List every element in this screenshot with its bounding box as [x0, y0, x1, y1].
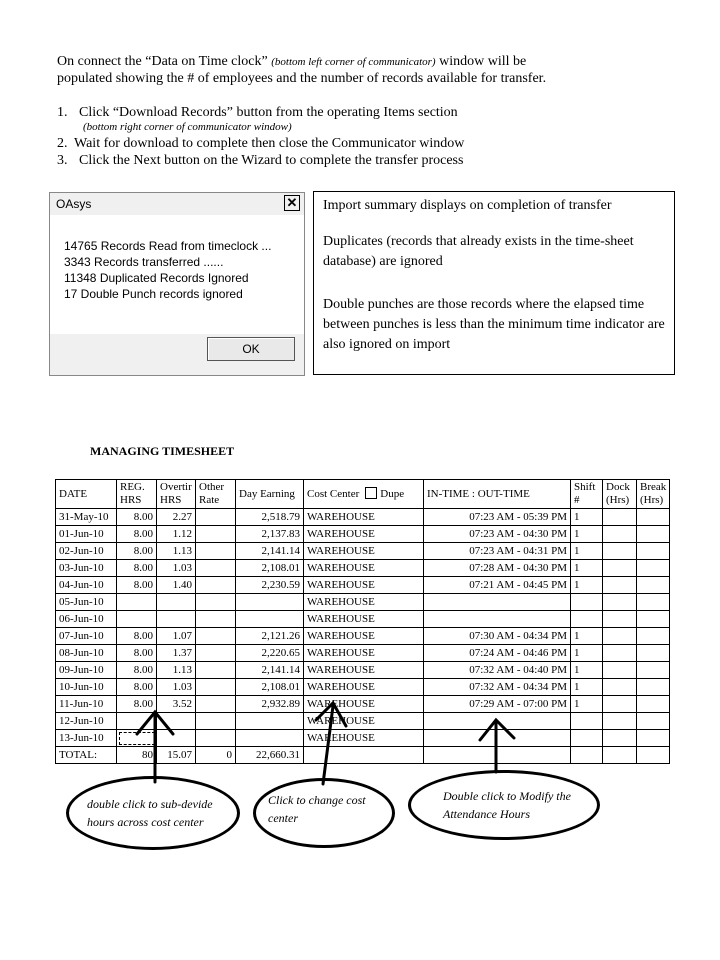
cost-center-cell[interactable]: WAREHOUSE: [304, 560, 424, 577]
total-earning: 22,660.31: [236, 747, 304, 764]
cost-center-cell[interactable]: WAREHOUSE: [304, 611, 424, 628]
col-in-out-time[interactable]: IN-TIME : OUT-TIME: [424, 480, 571, 509]
step-1-sub: (bottom right corner of communicator window): [83, 121, 292, 133]
cost-center-cell[interactable]: WAREHOUSE: [304, 543, 424, 560]
reg-hrs-cell[interactable]: 8.00: [117, 628, 157, 645]
reg-hrs-cell[interactable]: 8.00: [117, 577, 157, 594]
ot-hrs-cell[interactable]: 1.07: [157, 628, 196, 645]
day-earning-cell[interactable]: 2,141.14: [236, 543, 304, 560]
date-cell[interactable]: 07-Jun-10: [56, 628, 117, 645]
date-cell[interactable]: 31-May-10: [56, 509, 117, 526]
cost-center-cell[interactable]: WAREHOUSE: [304, 679, 424, 696]
ot-hrs-cell[interactable]: 3.52: [157, 696, 196, 713]
cost-center-cell[interactable]: WAREHOUSE: [304, 594, 424, 611]
day-earning-cell[interactable]: 2,230.59: [236, 577, 304, 594]
callout-subdivide-text: double click to sub-devide hours across cost center: [87, 797, 213, 829]
shift-cell[interactable]: 1: [571, 696, 603, 713]
shift-cell[interactable]: 1: [571, 543, 603, 560]
shift-cell[interactable]: 1: [571, 679, 603, 696]
in-out-time-cell[interactable]: 07:29 AM - 07:00 PM: [424, 696, 571, 713]
date-cell[interactable]: 01-Jun-10: [56, 526, 117, 543]
day-earning-cell[interactable]: 2,220.65: [236, 645, 304, 662]
date-cell[interactable]: 04-Jun-10: [56, 577, 117, 594]
ot-hrs-cell[interactable]: 1.13: [157, 662, 196, 679]
reg-hrs-cell[interactable]: 8.00: [117, 696, 157, 713]
shift-cell[interactable]: 1: [571, 526, 603, 543]
date-cell[interactable]: 13-Jun-10: [56, 730, 117, 747]
shift-cell[interactable]: 1: [571, 662, 603, 679]
step-3-num: 3.: [57, 153, 68, 168]
ot-hrs-cell[interactable]: 1.03: [157, 679, 196, 696]
date-cell[interactable]: 10-Jun-10: [56, 679, 117, 696]
intro-line-1-note: (bottom left corner of communicator): [271, 56, 436, 68]
intro-line-1-a: On connect the “Data on Time clock”: [57, 54, 268, 69]
cost-center-cell[interactable]: WAREHOUSE: [304, 577, 424, 594]
total-other: 0: [196, 747, 236, 764]
cost-center-cell[interactable]: WAREHOUSE: [304, 730, 424, 747]
dupe-label: Dupe: [380, 488, 405, 500]
arrow-cost-center: [316, 703, 346, 784]
col-dock-hrs[interactable]: Dock (Hrs): [603, 480, 637, 509]
shift-cell[interactable]: 1: [571, 628, 603, 645]
cost-center-cell[interactable]: WAREHOUSE: [304, 662, 424, 679]
shift-cell[interactable]: 1: [571, 645, 603, 662]
cost-center-cell[interactable]: WAREHOUSE: [304, 526, 424, 543]
callout-cost-center-text: Click to change cost center: [268, 793, 366, 825]
dialog-line-duplicates: 11348 Duplicated Records Ignored: [64, 271, 249, 285]
reg-hrs-cell[interactable]: 8.00: [117, 509, 157, 526]
cost-center-cell[interactable]: WAREHOUSE: [304, 509, 424, 526]
cost-center-label: Cost Center: [307, 488, 360, 500]
in-out-time-cell[interactable]: 07:28 AM - 04:30 PM: [424, 560, 571, 577]
in-out-time-cell[interactable]: 07:30 AM - 04:34 PM: [424, 628, 571, 645]
col-reg-hrs[interactable]: REG. HRS: [117, 480, 157, 509]
in-out-time-cell[interactable]: 07:21 AM - 04:45 PM: [424, 577, 571, 594]
ot-hrs-cell[interactable]: 1.37: [157, 645, 196, 662]
dialog-line-read: 14765 Records Read from timeclock ...: [64, 239, 272, 253]
col-overtime-hrs[interactable]: Overtir HRS: [157, 480, 196, 509]
col-shift[interactable]: Shift #: [571, 480, 603, 509]
ot-hrs-cell[interactable]: 1.03: [157, 560, 196, 577]
day-earning-cell[interactable]: 2,108.01: [236, 560, 304, 577]
in-out-time-cell[interactable]: 07:32 AM - 04:40 PM: [424, 662, 571, 679]
date-cell[interactable]: 05-Jun-10: [56, 594, 117, 611]
total-reg: 80: [117, 747, 157, 764]
intro-line-2: populated showing the # of employees and the number of records available for transfer.: [57, 71, 547, 86]
step-3-text: Click the Next button on the Wizard to complete the transfer process: [79, 153, 464, 168]
col-break-hrs[interactable]: Break (Hrs): [637, 480, 670, 509]
in-out-time-cell[interactable]: 07:32 AM - 04:34 PM: [424, 679, 571, 696]
in-out-time-cell[interactable]: 07:23 AM - 04:30 PM: [424, 526, 571, 543]
dialog-line-transferred: 3343 Records transferred ......: [64, 255, 224, 269]
day-earning-cell[interactable]: 2,108.01: [236, 679, 304, 696]
summary-p3: Double punches are those records where the elapsed time between punches is less than the minimum time indicator are also ignored on import: [323, 297, 665, 352]
reg-hrs-cell[interactable]: 8.00: [117, 560, 157, 577]
dialog-title: OAsys: [56, 197, 92, 211]
date-cell[interactable]: 08-Jun-10: [56, 645, 117, 662]
date-cell[interactable]: 03-Jun-10: [56, 560, 117, 577]
in-out-time-cell[interactable]: 07:23 AM - 05:39 PM: [424, 509, 571, 526]
day-earning-cell[interactable]: 2,518.79: [236, 509, 304, 526]
day-earning-cell[interactable]: 2,137.83: [236, 526, 304, 543]
intro-line-1-c: window will be: [439, 54, 527, 69]
cost-center-cell[interactable]: WAREHOUSE: [304, 696, 424, 713]
reg-hrs-cell[interactable]: 8.00: [117, 543, 157, 560]
day-earning-cell[interactable]: 2,121.26: [236, 628, 304, 645]
arrow-attendance: [480, 720, 514, 772]
ot-hrs-cell[interactable]: 1.40: [157, 577, 196, 594]
step-2-num: 2.: [57, 136, 68, 151]
step-1-text: Click “Download Records” button from the operating Items section: [79, 105, 458, 120]
date-cell[interactable]: 02-Jun-10: [56, 543, 117, 560]
reg-hrs-cell[interactable]: 8.00: [117, 679, 157, 696]
shift-cell[interactable]: 1: [571, 560, 603, 577]
day-earning-cell[interactable]: 2,141.14: [236, 662, 304, 679]
date-cell[interactable]: 09-Jun-10: [56, 662, 117, 679]
ot-hrs-cell[interactable]: 1.13: [157, 543, 196, 560]
in-out-time-cell[interactable]: 07:23 AM - 04:31 PM: [424, 543, 571, 560]
cost-center-cell[interactable]: WAREHOUSE: [304, 628, 424, 645]
summary-p1: Import summary displays on completion of transfer: [323, 198, 612, 213]
summary-p2: Duplicates (records that already exists in the time-sheet database) are ignored: [323, 234, 634, 269]
reg-hrs-cell[interactable]: 8.00: [117, 662, 157, 679]
day-earning-cell[interactable]: 2,932.89: [236, 696, 304, 713]
shift-cell[interactable]: 1: [571, 577, 603, 594]
total-ot: 15.07: [157, 747, 196, 764]
date-cell[interactable]: 11-Jun-10: [56, 696, 117, 713]
cost-center-cell[interactable]: WAREHOUSE: [304, 713, 424, 730]
date-cell[interactable]: 12-Jun-10: [56, 713, 117, 730]
in-out-time-cell[interactable]: 07:24 AM - 04:46 PM: [424, 645, 571, 662]
date-cell[interactable]: 06-Jun-10: [56, 611, 117, 628]
col-other-rate[interactable]: Other Rate: [196, 480, 236, 509]
shift-cell[interactable]: 1: [571, 509, 603, 526]
ot-hrs-cell[interactable]: 1.12: [157, 526, 196, 543]
total-label: TOTAL:: [56, 747, 117, 764]
close-icon[interactable]: ✕: [284, 195, 300, 211]
callout-attendance-text: Double click to Modify the Attendance Hours: [443, 789, 571, 821]
reg-hrs-cell[interactable]: 8.00: [117, 526, 157, 543]
cost-center-cell[interactable]: WAREHOUSE: [304, 645, 424, 662]
arrow-subdivide: [137, 712, 173, 782]
step-2-text: Wait for download to complete then close the Communicator window: [74, 136, 465, 151]
ok-button[interactable]: OK: [207, 337, 295, 361]
col-day-earning[interactable]: Day Earning: [236, 480, 304, 509]
ot-hrs-cell[interactable]: 2.27: [157, 509, 196, 526]
timesheet-title: MANAGING TIMESHEET: [90, 444, 235, 458]
col-date[interactable]: DATE: [56, 480, 117, 509]
dialog-line-double-punch: 17 Double Punch records ignored: [64, 287, 243, 301]
reg-hrs-cell[interactable]: 8.00: [117, 645, 157, 662]
step-1-num: 1.: [57, 105, 68, 120]
